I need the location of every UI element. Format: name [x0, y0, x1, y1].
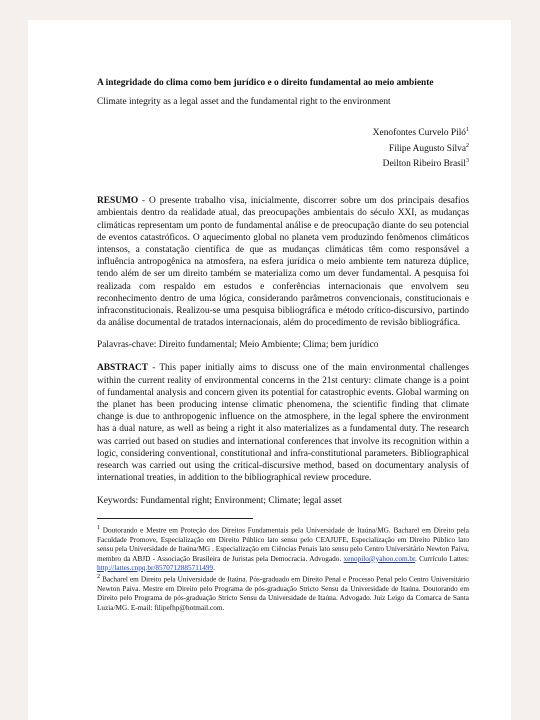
resumo-label: RESUMO [97, 196, 139, 207]
footnote-marker[interactable]: 2 [466, 142, 469, 149]
footnote-number: 2 [97, 574, 101, 581]
keywords: Keywords: Fundamental right; Environment; Climate; legal asset [97, 496, 342, 507]
abstract-text: - This paper initially aims to discuss one of the main environmental challenges within the current reality of environmental concerns in the 21st century: climate change is a point of fundamental analysis and concern given its potential for catastrophic events. Global warming on the planet has been producing intense climatic phenomena, the scientific finding that climate change is due to anthropogenic influence on the atmosphere, in the legal sphere the environment has a dual nature, as well as being a right it also materializes as a fundamental duty. The research was carried out based on studies and international conferences that involve its recognition within a logic, considering conventional, constitutional and infra-constitutional parameters. Bibliographical research was carried out using the critical-discursive method, based on documentary analysis of international treaties, in addition to the bibliographical review procedure. [97, 363, 469, 484]
author-name: Filipe Augusto Silva [388, 143, 466, 154]
author-2 [97, 140, 469, 156]
paper-page [28, 20, 511, 720]
footnote-text: . Currículo Lattes: [415, 554, 470, 563]
footnote-text: Doutorando e Mestre em Proteção dos Direitos Fundamentais pela Universidade de Itaúna/MG. Bacharel em Direito pela Faculdade Promove, Especialização em Direito Público lato sensu pelo CEAJUFE, Especialização em Direito Público lato sensu pela Universidade de Itaúna/MG . Especialização em Ciências Penais lato sensu pelo Centro Universitário Newton Paiva, membro da ABJD - Associação Brasileira de Juristas pela Democracia. Advogado. [97, 526, 469, 563]
abstract-label: ABSTRACT [97, 363, 149, 374]
paper-title: A integridade do clima como bem jurídico e o direito fundamental ao meio ambiente [97, 78, 434, 88]
author-name: Xenofontes Curvelo Piló [372, 128, 466, 139]
palavras-chave: Palavras-chave: Direito fundamental; Meio Ambiente; Clima; bem jurídico [97, 340, 379, 351]
resumo-paragraph [97, 195, 469, 329]
author-1 [97, 124, 469, 140]
lattes-link[interactable]: http://lattes.cnpq.br/8570712885711499 [97, 564, 214, 573]
footnote-text: . [213, 564, 215, 573]
author-name: Deilton Ribeiro Brasil [382, 159, 466, 170]
footnote-text: Bacharel em Direito pela Universidade de Itaúna. Pós-graduado em Direito Penal e Processo Penal pelo Centro Universitário Newton Paiva. Mestre em Direito pelo Programa de pós-graduação Stricto Sensu da Universidade de Itaúna. Doutorando em Direito pelo Programa de pós-graduação Stricto Sensu da Universidade de Itaúna. Advogado. Juiz Leigo da Comarca de Santa Luzia/MG. E-mail: filipefhp@hotmail.com. [97, 575, 469, 612]
footnote-1 [97, 524, 469, 573]
footnote-number: 1 [97, 525, 101, 532]
footnote-divider [97, 518, 253, 519]
footnote-marker[interactable]: 1 [466, 127, 469, 133]
footnote-2 [97, 573, 469, 613]
footnote-marker[interactable]: 3 [466, 158, 469, 165]
abstract-paragraph [97, 362, 469, 484]
author-list [97, 124, 469, 171]
resumo-text: - O presente trabalho visa, inicialmente, discorrer sobre um dos principais desafios ambientais dentro da realidade atual, das preocupações ambientais do século XXI, as mudanças climáticas representam um ponto de fundamental análise e de preocupação diante do seu potencial de eventos catastróficos. O aquecimento global no planeta vem produzindo fenômenos climáticos intensos, a constatação científica de que as mudanças climáticas têm como responsável a influência antropogênica na atmosfera, na esfera jurídica o meio ambiente tem natureza dúplice, tendo além de ser um direito também se materializa como um dever fundamental. A pesquisa foi realizada com respaldo em estudos e conferências internacionais que envolvem seu reconhecimento dentro de uma lógica, considerando parâmetros convencionais, constitucionais e infraconstitucionais. Realizou-se uma pesquisa bibliográfica e método crítico-discursivo, partindo da análise documental de tratados internacionais, além do procedimento de revisão bibliográfica. [97, 196, 469, 329]
author-3 [97, 155, 469, 171]
author-email-link[interactable]: xenopilo@yahoo.com.br [343, 554, 416, 563]
paper-subtitle: Climate integrity as a legal asset and the fundamental right to the environment [97, 97, 391, 107]
